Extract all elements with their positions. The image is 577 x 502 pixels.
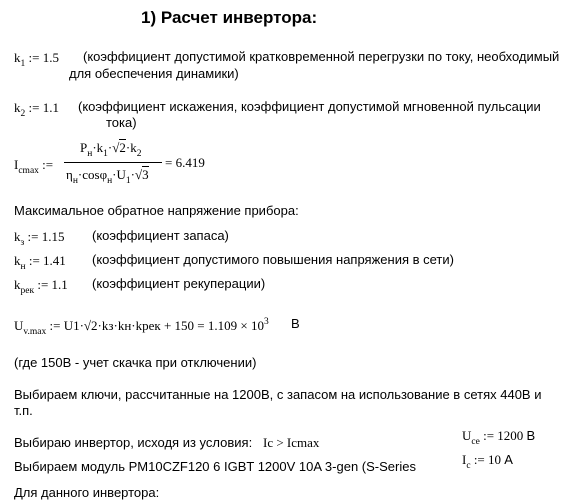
k1-definition (14, 50, 59, 69)
k2-subscript: 2 (20, 109, 26, 119)
icmax-numerator: $P_н\cdot k_1\cdot√2\cdot k_2$ (80, 140, 142, 159)
k2-assignment: := 1.1 (28, 100, 59, 115)
k3-subscript: з (20, 238, 25, 248)
kn-symbol: k (14, 253, 21, 268)
uvmax-exponent: 3 (263, 317, 269, 327)
uce-unit: В (526, 428, 536, 443)
uvmax-unit: В (291, 316, 300, 331)
k2-definition (14, 100, 59, 119)
k2-comment-line2: тока) (106, 115, 137, 130)
ic-subscript: c (466, 461, 471, 471)
selection-condition: Ic > Icmax (263, 435, 320, 450)
max-voltage-label: Максимальное обратное напряжение прибора: (14, 203, 299, 218)
k2-comment-line1: (коэффициент искажения, коэффициент допустимой мгновенной пульсации (78, 99, 541, 114)
krek-assignment: := 1.1 (37, 277, 68, 292)
uvmax-expression: := U1·√2·kз·kн·kрек + 150 = 1.109 × 10 (49, 318, 264, 333)
icmax-symbol: I (14, 157, 19, 172)
k1-assignment: := 1.5 (28, 50, 59, 65)
module-choice-text: Выбираем модуль PM10CZF120 6 IGBT 1200V 10A 3-gen (S-Series (14, 459, 416, 474)
ic-definition (462, 452, 513, 471)
uce-definition (462, 428, 536, 447)
ic-assignment: := 10 (473, 452, 502, 467)
k1-comment-line1: (коэффициент допустимой кратковременной перегрузки по току, необходимый (83, 49, 560, 64)
icmax-subscript: cmax (18, 166, 39, 176)
k1-comment-line2: для обеспечения динамики) (69, 66, 239, 81)
icmax-assign: := (42, 157, 54, 172)
k1-subscript: 1 (20, 59, 26, 69)
note-150v: (где 150В - учет скачка при отключении) (14, 355, 257, 370)
uvmax-formula (14, 317, 269, 337)
uce-symbol: U (462, 428, 472, 443)
k3-assignment: := 1.15 (27, 229, 65, 244)
krek-symbol: k (14, 277, 21, 292)
uvmax-subscript: v.max (23, 327, 47, 337)
icmax-result: = 6.419 (165, 155, 205, 170)
kn-definition (14, 253, 66, 272)
k3-symbol: k (14, 229, 21, 244)
k3-definition (14, 229, 65, 248)
keys-choice-line1: Выбираем ключи, рассчитанные на 1200В, с запасом на использование в сетях 440В и (14, 387, 542, 402)
page-title: 1) Расчет инвертора: (141, 8, 318, 27)
inverter-choice-text: Выбираю инвертор, исходя из условия: (14, 435, 253, 450)
icmax-fraction-line (64, 162, 162, 163)
uvmax-symbol: U (14, 318, 24, 333)
krek-comment: (коэффициент рекуперации) (92, 276, 266, 291)
kn-comment: (коэффициент допустимого повышения напряжения в сети) (92, 252, 454, 267)
k2-symbol: k (14, 100, 21, 115)
for-inverter-text: Для данного инвертора: (14, 485, 160, 500)
kn-assignment: := 1.41 (28, 253, 66, 268)
uce-subscript: ce (471, 437, 480, 447)
k1-symbol: k (14, 50, 21, 65)
krek-definition (14, 277, 68, 296)
k3-comment: (коэффициент запаса) (92, 228, 229, 243)
keys-choice-line2: т.п. (14, 403, 33, 418)
kn-subscript: н (20, 262, 26, 272)
uce-assignment: := 1200 (483, 428, 524, 443)
ic-unit: А (504, 452, 513, 467)
icmax-denominator: $\eta_н\cdot\cos\varphi_н\cdot U_1\cdot√3$ (66, 167, 149, 186)
ic-symbol: I (462, 452, 467, 467)
krek-subscript: рек (20, 286, 35, 296)
icmax-lhs (14, 157, 54, 176)
